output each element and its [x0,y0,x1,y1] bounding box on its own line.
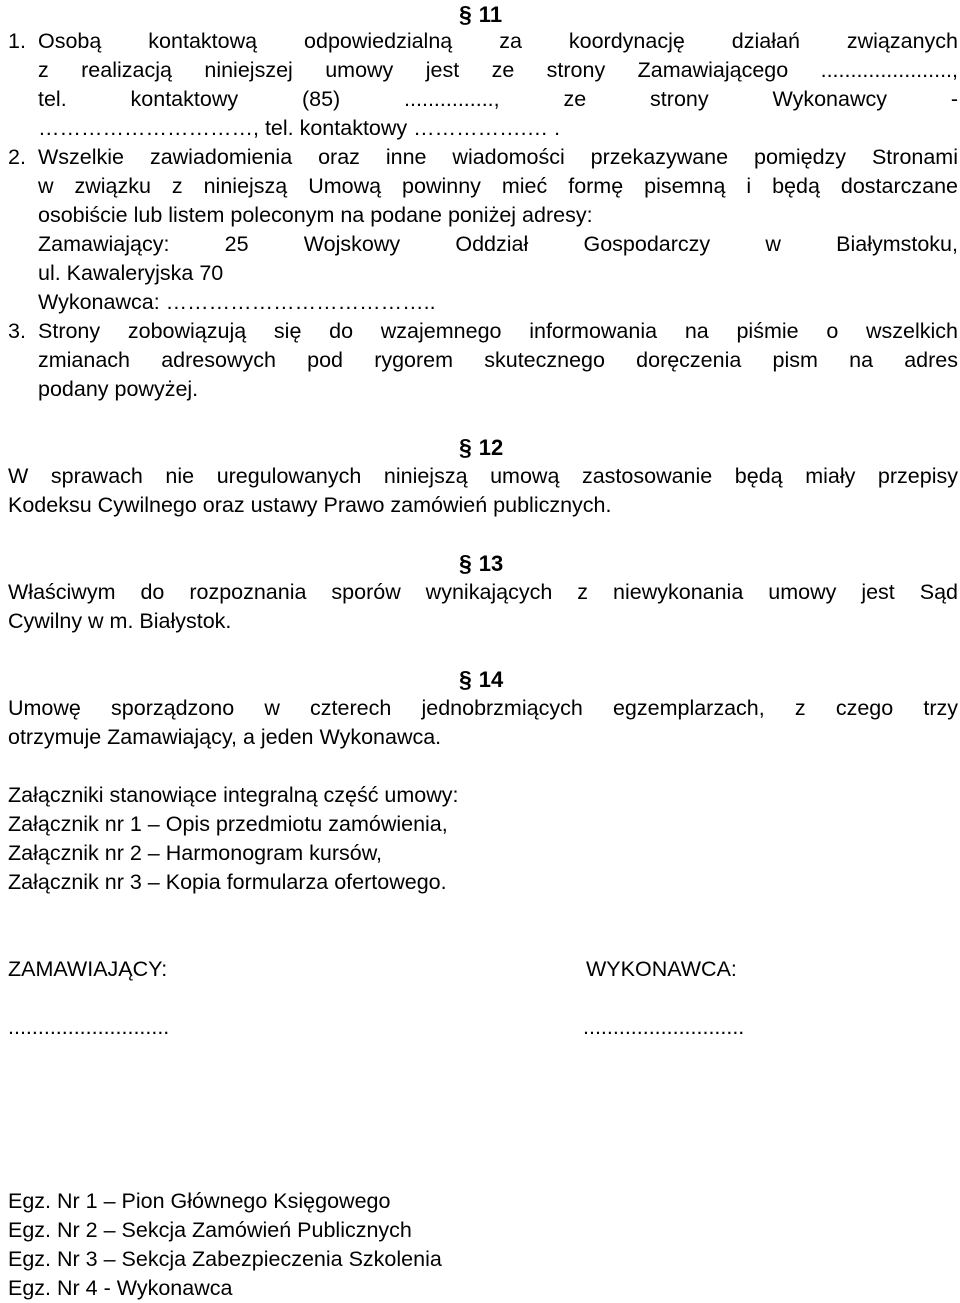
text-line: z realizacją niniejszej umowy jest ze strony Zamawiającego ......................, [38,58,958,82]
signature-label-contractor: WYKONAWCA: [586,957,737,981]
text-line: Wszelkie zawiadomienia oraz inne wiadomości przekazywane pomiędzy Stronami [38,145,958,169]
text-line: W sprawach nie uregulowanych niniejszą umową zastosowanie będą miały przepisy [8,464,958,488]
item-number: 2. [8,145,26,169]
section-number: 14 [478,667,504,692]
text-line: w związku z niniejszą Umową powinny mieć formę pisemną i będą dostarczane [38,174,958,198]
text-line: Wykonawca: ……………………………….. [38,290,436,314]
section-13-heading [459,549,503,578]
paragraph-symbol: § [459,1,472,27]
paragraph-symbol: § [459,550,472,576]
text-line: Kodeksu Cywilnego oraz ustawy Prawo zamówień publicznych. [8,493,612,517]
text-line: osobiście lub listem poleconym na podane poniżej adresy: [38,203,593,227]
attachment-item: Załącznik nr 3 – Kopia formularza ofertowego. [8,870,447,894]
section-number: 13 [478,551,504,576]
text-line: Umowę sporządzono w czterech jednobrzmiących egzemplarzach, z czego trzy [8,696,958,720]
item-number: 3. [8,319,26,343]
paragraph-symbol: § [459,434,472,460]
section-number: 11 [478,2,503,27]
text-line: podany powyżej. [38,377,199,401]
copy-item: Egz. Nr 4 - Wykonawca [8,1276,233,1300]
section-number: 12 [478,435,504,460]
text-line: Właściwym do rozpoznania sporów wynikających z niewykonania umowy jest Sąd [8,580,958,604]
text-line: ul. Kawaleryjska 70 [38,261,224,285]
attachment-item: Załącznik nr 1 – Opis przedmiotu zamówienia, [8,812,448,836]
item-number: 1. [8,29,26,53]
signature-line-orderer: ........................... [8,1015,170,1039]
text-line: otrzymuje Zamawiający, a jeden Wykonawca. [8,725,442,749]
signature-label-orderer: ZAMAWIAJĄCY: [8,957,168,981]
text-line: tel. kontaktowy (85) ..............., ze strony Wykonawcy - [38,87,958,111]
section-12-heading [459,433,503,462]
text-line: Strony zobowiązują się do wzajemnego informowania na piśmie o wszelkich [38,319,958,343]
paragraph-symbol: § [459,666,472,692]
copy-item: Egz. Nr 2 – Sekcja Zamówień Publicznych [8,1218,412,1242]
text-line: Cywilny w m. Białystok. [8,609,232,633]
text-line: Zamawiający: 25 Wojskowy Oddział Gospodarczy w Białymstoku, [38,232,958,256]
attachment-item: Załącznik nr 2 – Harmonogram kursów, [8,841,383,865]
section-14-heading [459,665,503,694]
copy-item: Egz. Nr 3 – Sekcja Zabezpieczenia Szkolenia [8,1247,442,1271]
text-line: zmianach adresowych pod rygorem skutecznego doręczenia pism na adres [38,348,958,372]
attachments-heading: Załączniki stanowiące integralną część umowy: [8,783,459,807]
section-11-heading [459,0,502,29]
copy-item: Egz. Nr 1 – Pion Głównego Księgowego [8,1189,391,1213]
text-line: Osobą kontaktową odpowiedzialną za koordynację działań związanych [38,29,958,53]
signature-line-contractor: ........................... [583,1015,745,1039]
text-line: …………………………, tel. kontaktowy …………….… . [38,116,561,140]
